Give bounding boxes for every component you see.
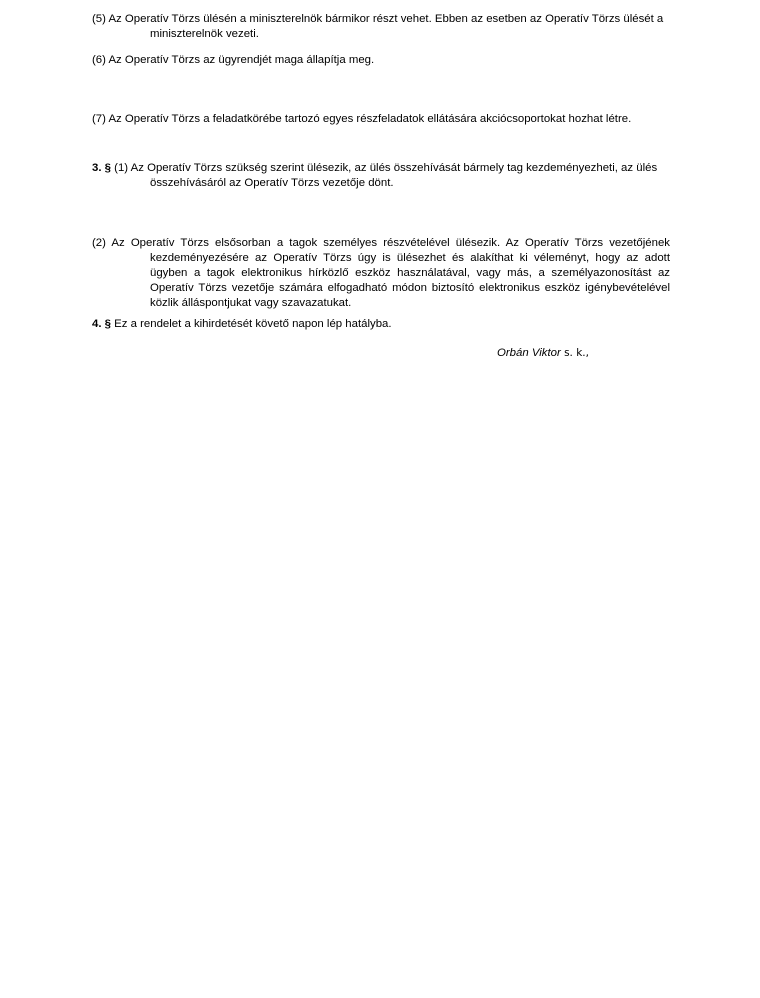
section-4-paragraph bbox=[92, 317, 670, 332]
paragraph-7 bbox=[92, 112, 670, 127]
section-3-paragraph-2-line-1: (2) Az Operatív Törzs elsősorban a tagok személyes részvételével ülésezik. Az Operatív Törzs vezetőjének bbox=[92, 237, 670, 249]
section-3-line-1 bbox=[92, 161, 670, 176]
section-3-paragraph-2 bbox=[92, 236, 670, 311]
paragraph-5 bbox=[92, 12, 670, 42]
paragraph-5-line-1: (5) Az Operatív Törzs ülésén a miniszterelnök bármikor részt vehet. Ebben az esetben az Operatív Törzs ülését a bbox=[92, 13, 664, 25]
section-3-paragraph-2-line-4: Operatív Törzs vezetője számára elfogadható módon biztosító elektronikus eszköz igénybevételével bbox=[150, 282, 670, 294]
section-3-paragraph-2-line-5: közlik álláspontjukat vagy szavazatukat. bbox=[150, 297, 352, 309]
section-4-line-1-text: Ez a rendelet a kihirdetését követő napon lép hatályba. bbox=[111, 318, 392, 330]
section-3-line-1-text: (1) Az Operatív Törzs szükség szerint ülésezik, az ülés összehívását bármely tag kezdeményezheti, az ülés bbox=[111, 162, 658, 174]
signature-suffix: s. k., bbox=[560, 347, 589, 359]
section-4-number: 4. § bbox=[92, 318, 111, 330]
paragraph-6 bbox=[92, 53, 670, 68]
signature bbox=[497, 346, 589, 361]
section-4-line-1 bbox=[92, 317, 670, 332]
paragraph-7-line-1: (7) Az Operatív Törzs a feladatkörébe tartozó egyes részfeladatok ellátására akciócsoportokat hozhat létre. bbox=[92, 113, 632, 125]
signature-name: Orbán Viktor bbox=[497, 347, 561, 359]
paragraph-5-line-2: miniszterelnök vezeti. bbox=[150, 28, 259, 40]
section-3-number: 3. § bbox=[92, 162, 111, 174]
section-3-line-2: összehívásáról az Operatív Törzs vezetője dönt. bbox=[150, 177, 394, 189]
section-3-paragraph-1 bbox=[92, 161, 670, 191]
section-3-paragraph-2-line-3: ügyben a tagok elektronikus hírközlő eszköz használatával, vagy más, a személyazonosítást az bbox=[150, 267, 670, 279]
section-3-paragraph-2-line-2: kezdeményezésére az Operatív Törzs úgy is ülésezhet és alakíthat ki véleményt, hogy az adott bbox=[150, 252, 670, 264]
paragraph-6-line-1: (6) Az Operatív Törzs az ügyrendjét maga állapítja meg. bbox=[92, 54, 375, 66]
